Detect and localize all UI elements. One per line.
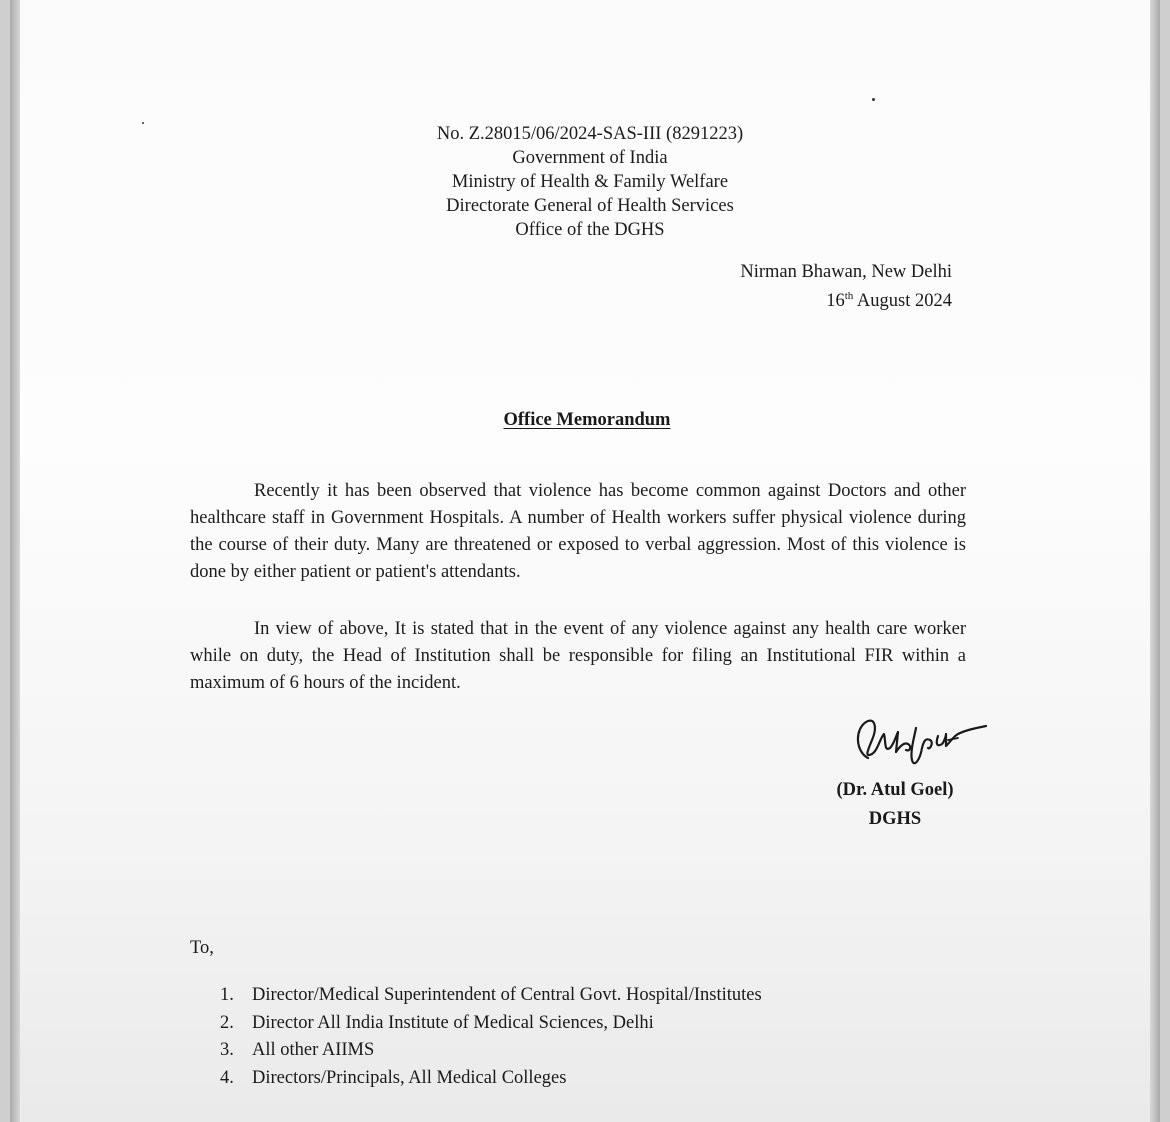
recipient-text: Director/Medical Superintendent of Central Govt. Hospital/Institutes (252, 985, 762, 1005)
file-number: No. Z.28015/06/2024-SAS-III (8291223) (436, 124, 744, 144)
memo-heading: Office Memorandum (503, 410, 671, 430)
directorate-name: Directorate General of Health Services (446, 196, 734, 216)
signatory (800, 776, 990, 834)
date-suffix: th (844, 290, 854, 302)
page-edge-left (10, 0, 20, 1122)
recipient-list (220, 982, 762, 1092)
recipient-number: 3. (220, 1040, 234, 1060)
recipient-item (220, 1065, 762, 1093)
document-page (10, 0, 1160, 1122)
memo-heading-wrap (10, 408, 1160, 432)
office-name: Office of the DGHS (515, 220, 665, 240)
recipient-item (220, 982, 762, 1010)
recipient-text: Director All India Institute of Medical Sciences, Delhi (252, 1012, 654, 1033)
body-paragraph-2: In view of above, It is stated that in the event of any violence against any health care worker while on duty, the Head of Institution shall be responsible for filing an Institutional FIR within a maximum of 6 hours of the incident. (190, 619, 966, 693)
recipient-text: Directors/Principals, All Medical Colleges (252, 1067, 567, 1088)
signature-graphic (850, 708, 990, 772)
signatory-designation: DGHS (868, 809, 922, 829)
page-edge-right (1150, 0, 1160, 1122)
recipient-number: 4. (220, 1067, 234, 1088)
government-name: Government of India (512, 148, 668, 168)
date (740, 284, 952, 313)
place-date (740, 260, 952, 313)
scan-speck (142, 122, 144, 124)
letterhead (350, 122, 830, 242)
place: Nirman Bhawan, New Delhi (740, 262, 952, 282)
recipient-number: 2. (220, 1012, 234, 1033)
to-label: To, (190, 938, 214, 958)
signatory-name: (Dr. Atul Goel) (836, 780, 954, 800)
scan-speck (872, 98, 875, 101)
recipient-item (220, 1010, 762, 1038)
date-rest: August 2024 (856, 291, 952, 312)
body-paragraph-1: Recently it has been observed that violence has become common against Doctors and other healthcare staff in Government Hospitals. A number of Health workers suffer physical violence during the course of their duty. Many are threatened or exposed to verbal aggression. Most of this violence is done by either patient or patient's attendants. (190, 481, 966, 582)
recipient-text: All other AIIMS (252, 1040, 375, 1060)
ministry-name: Ministry of Health & Family Welfare (451, 172, 729, 192)
date-day: 16 (826, 291, 845, 312)
recipient-number: 1. (220, 985, 234, 1005)
recipient-item (220, 1037, 762, 1065)
